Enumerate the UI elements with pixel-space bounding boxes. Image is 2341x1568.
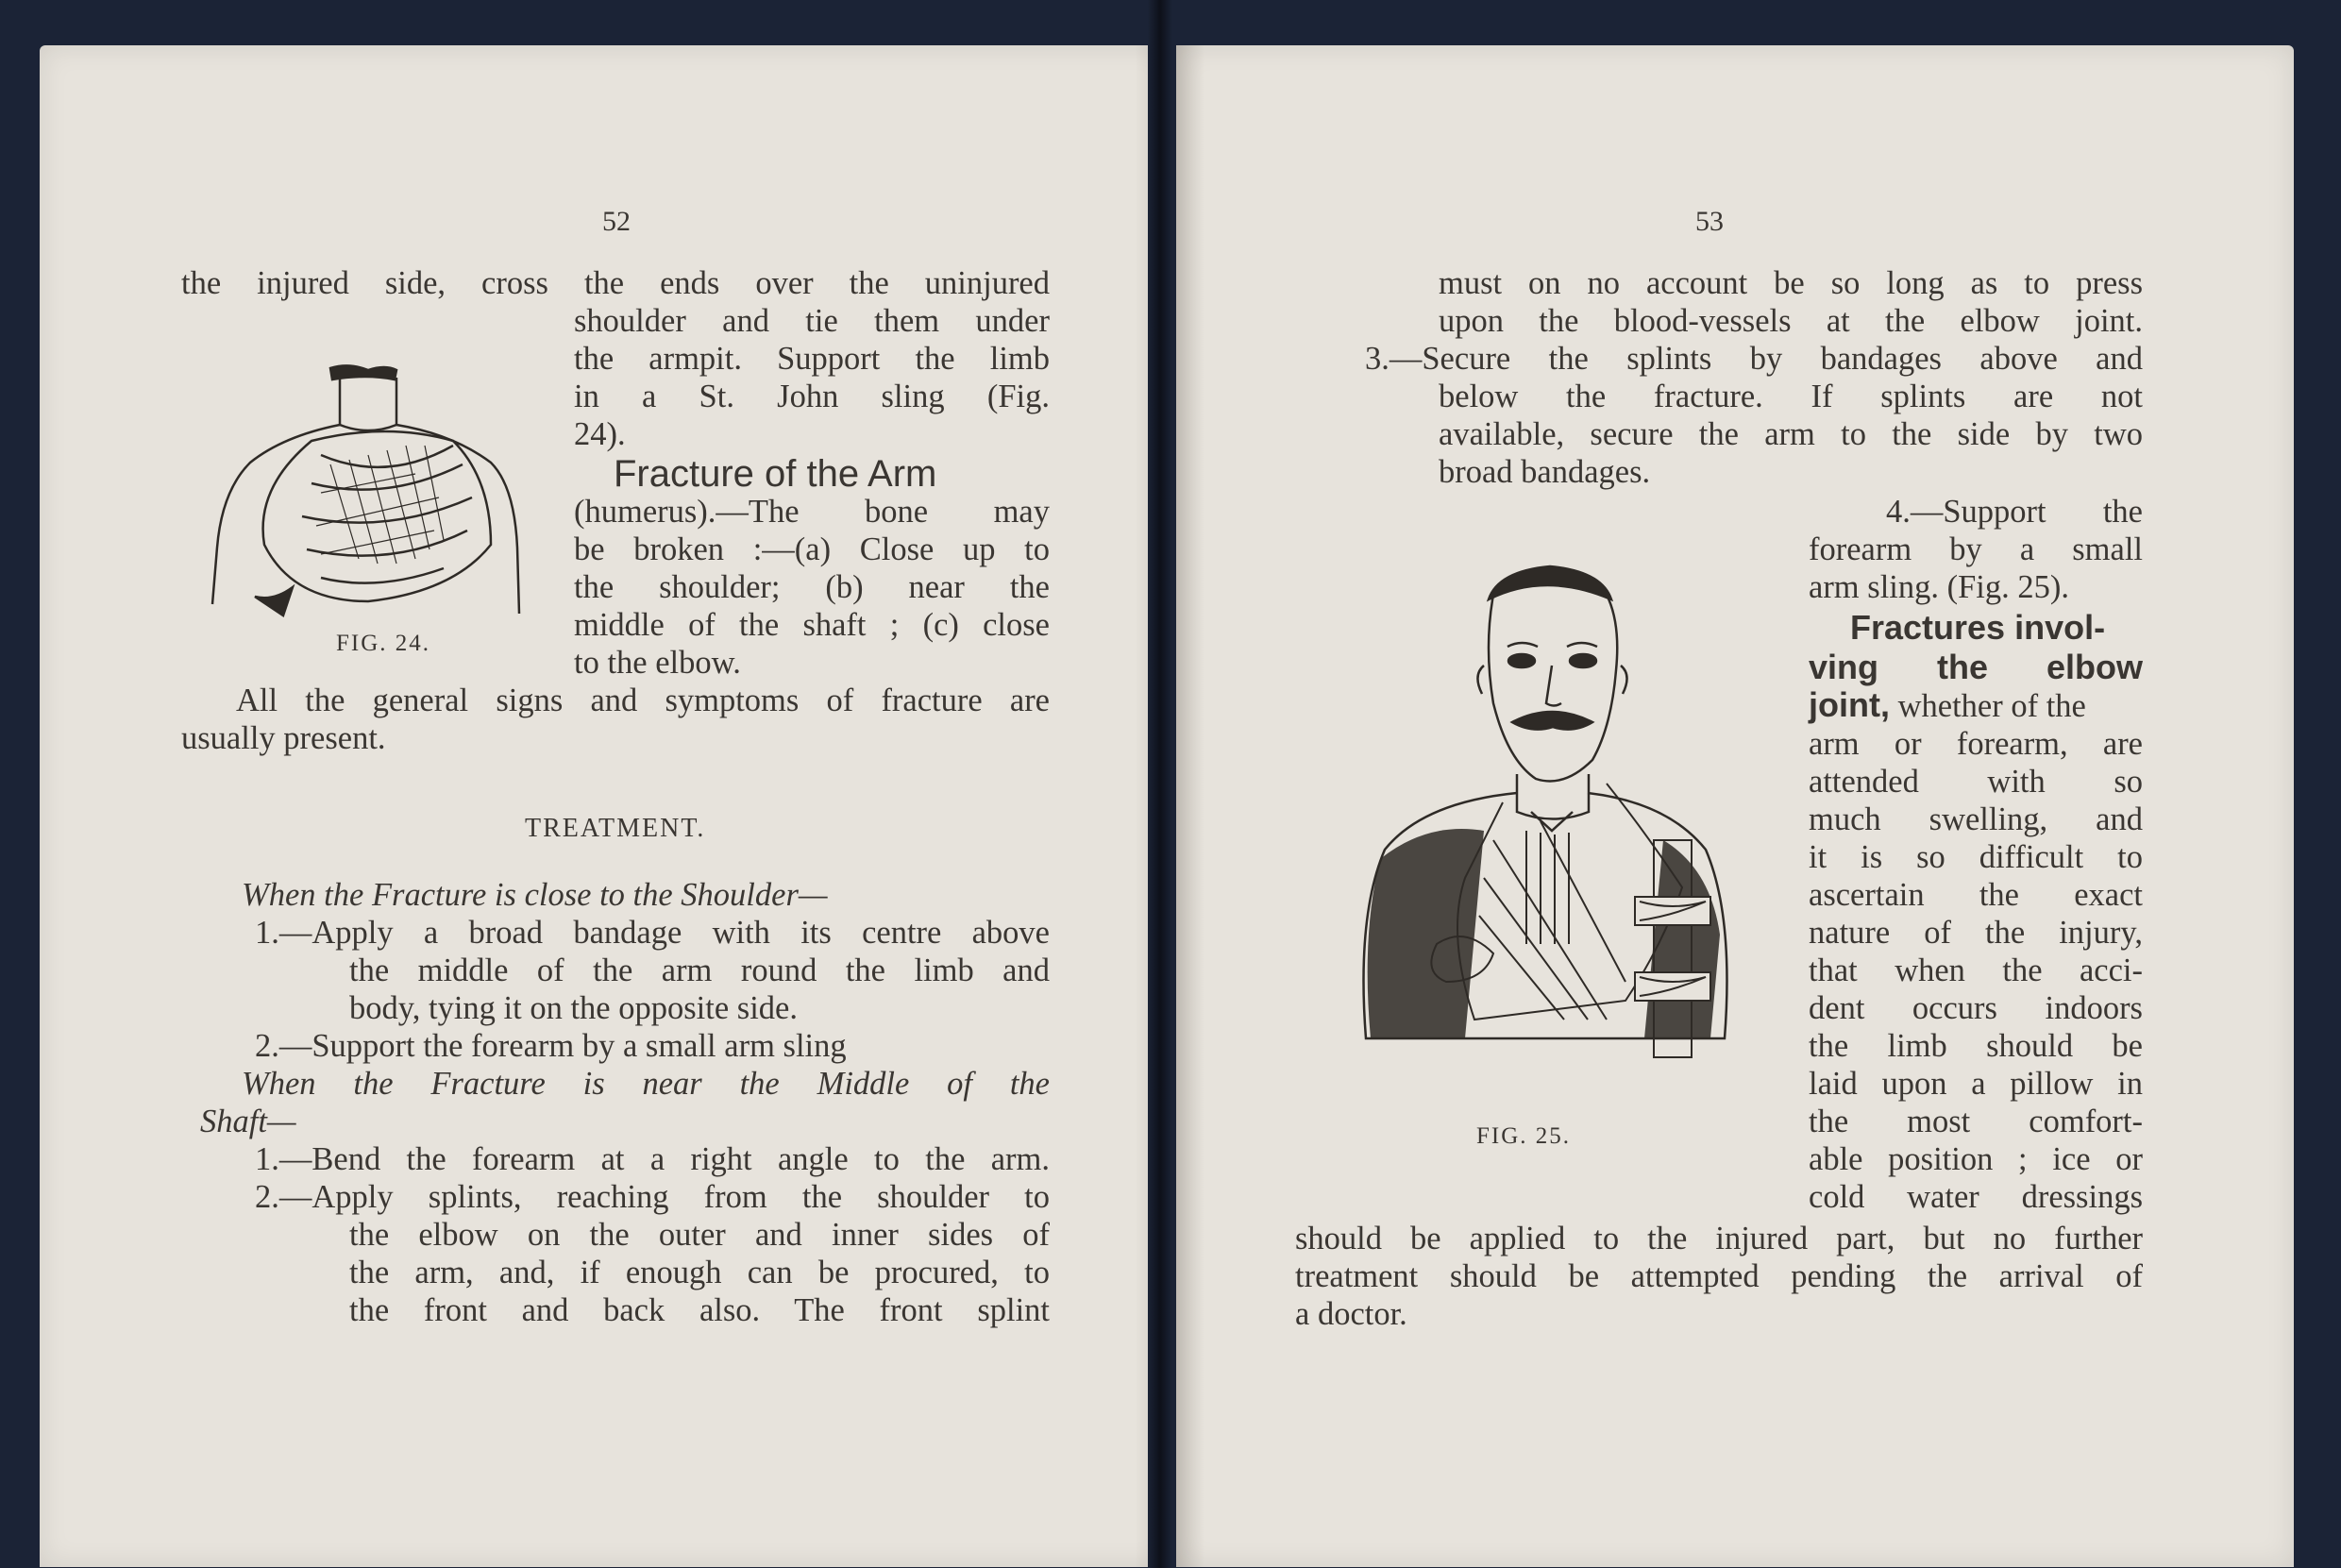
top-line-5: available, secure the arm to the side by two — [1439, 416, 2143, 452]
para-line-3: much swelling, and — [1809, 801, 2143, 837]
section-line-1: (humerus).—The bone may — [574, 494, 1050, 530]
intro-line-4: in a St. John sling (Fig. — [574, 379, 1050, 414]
middle-step-2-cont2: the arm, and, if enough can be procured, to — [349, 1255, 1050, 1290]
intro-line-3: the armpit. Support the limb — [574, 341, 1050, 377]
bold-heading-line-1: Fractures invol- — [1850, 608, 2106, 647]
intro-line-1: the injured side, cross the ends over the uninjured — [181, 265, 1050, 301]
para-line-10: laid upon a pillow in — [1809, 1066, 2143, 1102]
book-spine — [1148, 0, 1172, 1568]
page-number-right: 53 — [1695, 206, 1724, 237]
top-line-6: broad bandages. — [1439, 454, 1651, 490]
fig-25-illustration — [1352, 557, 1748, 1086]
treatment-heading: TREATMENT. — [525, 814, 706, 843]
shoulder-subheading: When the Fracture is close to the Shoulder— — [242, 877, 828, 913]
shoulder-step-1-cont2: body, tying it on the opposite side. — [349, 990, 798, 1026]
bottom-line-1: should be applied to the injured part, but no further — [1295, 1221, 2143, 1256]
bold-heading-line-2: ving the elbow — [1809, 648, 2143, 686]
bold-heading-line-3: joint, — [1809, 685, 1890, 724]
middle-step-2-cont3: the front and back also. The front splint — [349, 1292, 1050, 1328]
top-line-2: upon the blood-vessels at the elbow joint. — [1439, 303, 2143, 339]
signs-line-1: All the general signs and symptoms of fracture are — [236, 683, 1050, 718]
middle-subheading: When the Fracture is near the Middle of the — [242, 1066, 1050, 1102]
top-line-1: must on no account be so long as to press — [1439, 265, 2143, 301]
shoulder-step-1-cont: the middle of the arm round the limb and — [349, 953, 1050, 988]
top-line-3: 3.—Secure the splints by bandages above and — [1365, 341, 2143, 377]
section-line-3: the shoulder; (b) near the — [574, 569, 1050, 605]
section-title-fracture-arm: Fracture of the Arm — [614, 453, 937, 495]
bottom-line-2: treatment should be attempted pending the arrival of — [1295, 1258, 2143, 1294]
top-line-4: below the fracture. If splints are not — [1439, 379, 2143, 414]
signs-line-2: usually present. — [181, 720, 386, 756]
intro-line-5: 24). — [574, 416, 626, 452]
shoulder-step-2: 2.—Support the forearm by a small arm sling — [255, 1028, 847, 1064]
bottom-line-3: a doctor. — [1295, 1296, 1407, 1332]
section-line-4: middle of the shaft ; (c) close — [574, 607, 1050, 643]
section-line-5: to the elbow. — [574, 645, 741, 681]
para-line-1: arm or forearm, are — [1809, 726, 2143, 762]
side-line-3: arm sling. (Fig. 25). — [1809, 569, 2069, 605]
intro-line-2: shoulder and tie them under — [574, 303, 1050, 339]
para-line-8: dent occurs indoors — [1809, 990, 2143, 1026]
side-line-2: forearm by a small — [1809, 531, 2143, 567]
section-line-2: be broken :—(a) Close up to — [574, 531, 1050, 567]
para-line-5: ascertain the exact — [1809, 877, 2143, 913]
middle-step-2: 2.—Apply splints, reaching from the shoulder to — [255, 1179, 1050, 1215]
para-line-2: attended with so — [1809, 764, 2143, 800]
para-line-11: the most comfort- — [1809, 1104, 2143, 1139]
para-line-4: it is so difficult to — [1809, 839, 2143, 875]
shoulder-step-1: 1.—Apply a broad bandage with its centre above — [255, 915, 1050, 951]
middle-step-1: 1.—Bend the forearm at a right angle to the arm. — [255, 1141, 1050, 1177]
page-number-left: 52 — [602, 206, 631, 237]
para-line-9: the limb should be — [1809, 1028, 2143, 1064]
fig-24-illustration — [198, 351, 547, 634]
bold-heading-line-3-row — [1809, 685, 2086, 725]
para-line-7: that when the acci- — [1809, 953, 2143, 988]
para-line-13: cold water dressings — [1809, 1179, 2143, 1215]
fig-24-caption: FIG. 24. — [336, 631, 431, 656]
fig-25-caption: FIG. 25. — [1476, 1123, 1572, 1149]
bold-tail-text: whether of the — [1889, 688, 2086, 724]
side-line-1: 4.—Support the — [1886, 494, 2143, 530]
middle-step-2-cont: the elbow on the outer and inner sides of — [349, 1217, 1050, 1253]
middle-subheading-shaft: Shaft— — [200, 1104, 296, 1139]
para-line-6: nature of the injury, — [1809, 915, 2143, 951]
para-line-12: able position ; ice or — [1809, 1141, 2143, 1177]
